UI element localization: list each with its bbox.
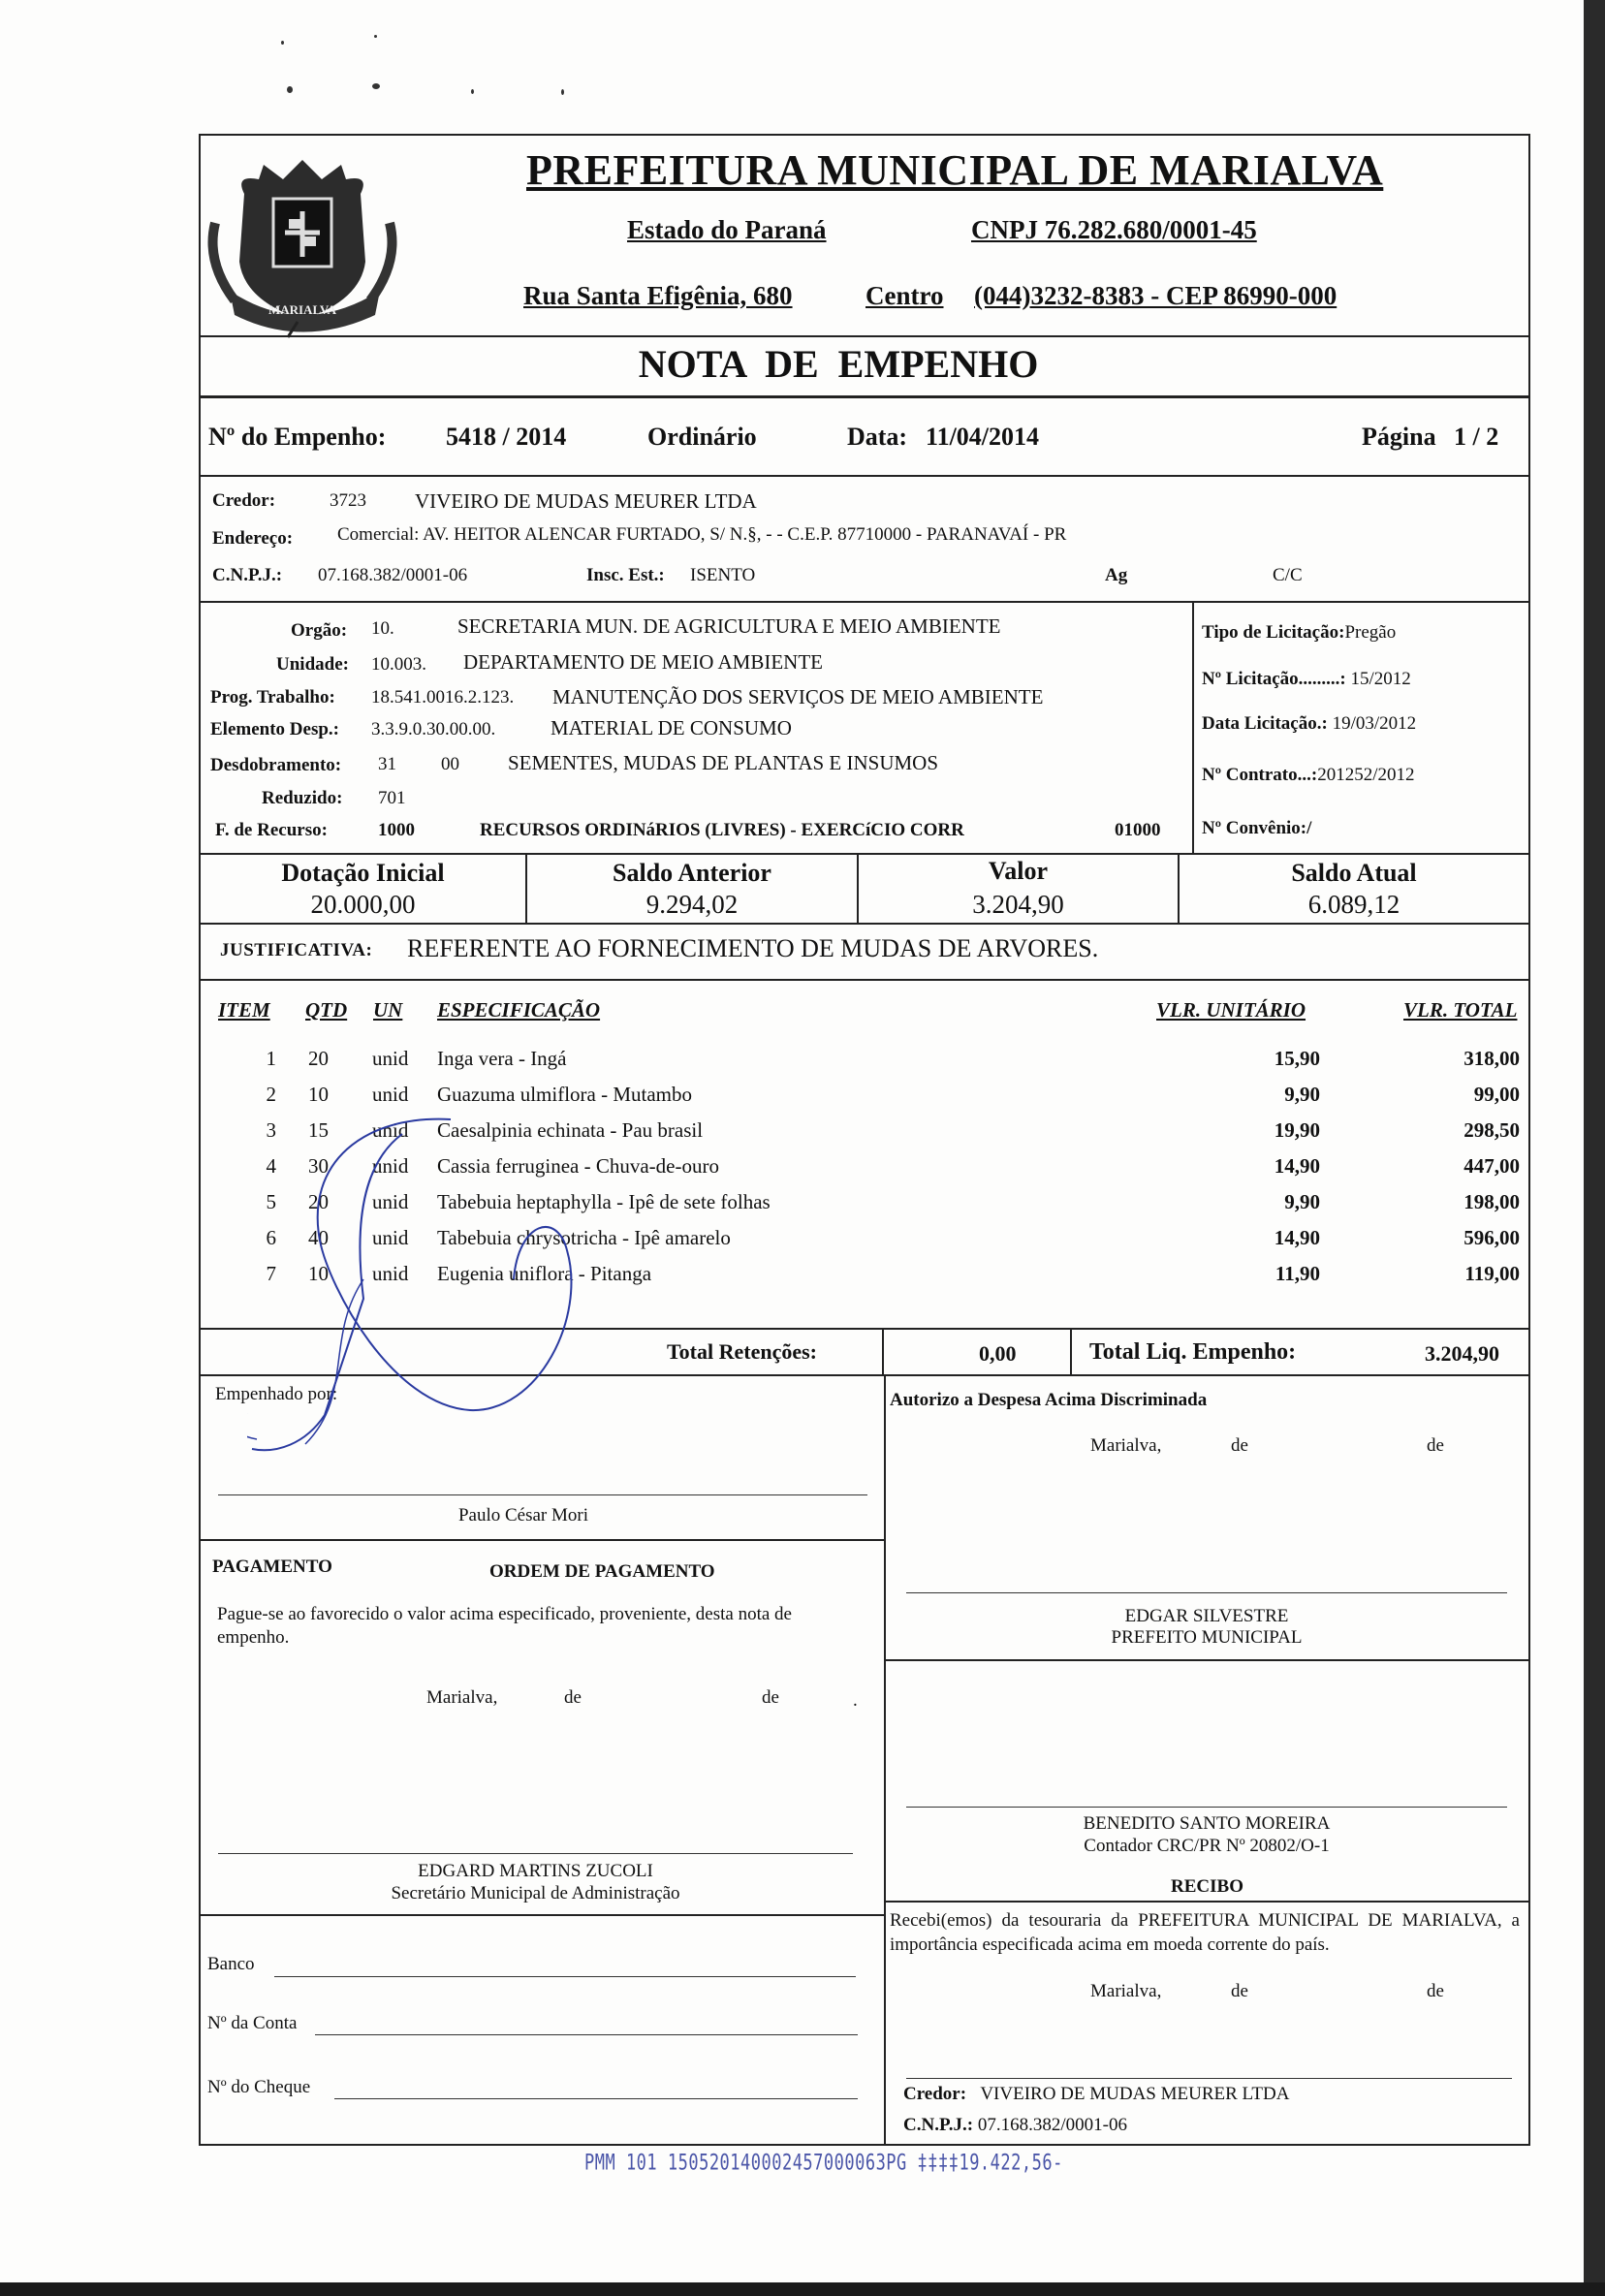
desdobramento-label: Desdobramento: [210, 755, 342, 775]
orgao-label: Orgão: [291, 620, 348, 641]
header-district: Centro [865, 281, 944, 310]
justificativa-text: REFERENTE AO FORNECIMENTO DE MUDAS DE ARVORES. [407, 934, 1099, 962]
item-item: 3 [266, 1118, 276, 1142]
item-item: 5 [266, 1190, 276, 1213]
col-unit-header: VLR. UNITÁRIO [1156, 998, 1306, 1022]
item-unit: 19,90 [1274, 1118, 1320, 1142]
item-total: 99,00 [1473, 1083, 1520, 1106]
item-item: 2 [266, 1083, 276, 1106]
prog-code: 18.541.0016.2.123. [371, 687, 515, 708]
orgao-name: SECRETARIA MUN. DE AGRICULTURA E MEIO AMBIENTE [457, 614, 1001, 638]
recibo-text: Recebi(emos) da tesouraria da PREFEITURA MUNICIPAL DE MARIALVA, a importância especificada acima em moeda corrente do país. [890, 1910, 1520, 1955]
item-unit: 9,90 [1284, 1190, 1320, 1213]
empenhado-name: Paulo César Mori [457, 1505, 589, 1525]
item-item: 6 [266, 1226, 276, 1249]
credor-address: Comercial: AV. HEITOR ALENCAR FURTADO, S/ N.§, - - C.E.P. 87710000 - PARANAVAÍ - PR [337, 524, 1067, 545]
item-unit: 14,90 [1274, 1154, 1320, 1178]
convenio-number: Nº Convênio:/ [1202, 818, 1312, 838]
scan-edge-right [1584, 0, 1605, 2296]
justificativa-label: JUSTIFICATIVA: [220, 940, 373, 960]
secretario-name: EDGARD MARTINS ZUCOLI [418, 1861, 653, 1881]
item-total: 596,00 [1463, 1226, 1520, 1249]
item-unit: 9,90 [1284, 1083, 1320, 1106]
recurso-name: RECURSOS ORDINáRIOS (LIVRES) - EXERCíCIO CORR [480, 820, 964, 840]
item-spec: Eugenia uniflora - Pitanga [437, 1262, 652, 1285]
dotacao-value: 20.000,00 [310, 890, 416, 919]
header-street: Rua Santa Efigênia, 680 [523, 281, 793, 310]
item-qtd: 20 [308, 1047, 329, 1070]
retencoes-value: 0,00 [979, 1341, 1017, 1366]
col-spec-header: ESPECIFICAÇÃO [437, 998, 601, 1022]
item-spec: Cassia ferruginea - Chuva-de-ouro [437, 1154, 719, 1178]
recibo-city: Marialva, [1090, 1981, 1162, 2001]
prog-label: Prog. Trabalho: [210, 687, 335, 708]
item-qtd: 10 [308, 1262, 329, 1285]
empenho-date-label: Data: [847, 423, 908, 451]
orgao-code: 10. [371, 618, 394, 639]
item-total: 298,50 [1463, 1118, 1520, 1142]
prefeito-name: EDGAR SILVESTRE [1124, 1606, 1289, 1626]
item-total: 198,00 [1463, 1190, 1520, 1213]
page-number: 1 / 2 [1454, 423, 1499, 451]
item-total: 318,00 [1463, 1047, 1520, 1070]
cc-label: C/C [1273, 565, 1303, 585]
credor-cnpj-label: C.N.P.J.: [212, 565, 283, 585]
contract-number: Nº Contrato...:201252/2012 [1202, 765, 1415, 785]
empenho-number: 5418 / 2014 [446, 423, 567, 451]
svg-text:MARIALVA: MARIALVA [268, 302, 337, 317]
pagamento-de-2: de [762, 1687, 779, 1708]
secretario-role: Secretário Municipal de Administração [391, 1883, 680, 1903]
unidade-code: 10.003. [371, 654, 426, 675]
address-label: Endereço: [212, 528, 294, 549]
ordem-pagamento-label: ORDEM DE PAGAMENTO [489, 1561, 715, 1582]
recurso-label: F. de Recurso: [215, 820, 328, 840]
item-unit: 14,90 [1274, 1226, 1320, 1249]
item-spec: Guazuma ulmiflora - Mutambo [437, 1083, 693, 1106]
banco-field[interactable] [274, 1976, 856, 1977]
empenho-number-label: Nº do Empenho: [208, 423, 387, 451]
pagamento-text: Pague-se ao favorecido o valor acima especificado, proveniente, desta nota de empenho. [217, 1604, 792, 1648]
item-spec: Tabebuia chrysotricha - Ipê amarelo [437, 1226, 731, 1249]
elemento-label: Elemento Desp.: [210, 719, 339, 739]
recurso-code: 1000 [378, 820, 415, 840]
recibo-credor: Credor: VIVEIRO DE MUDAS MEURER LTDA [903, 2084, 1290, 2104]
credor-code: 3723 [330, 490, 366, 511]
empenhado-label: Empenhado por: [215, 1384, 338, 1404]
state-name: Estado do Paraná [627, 215, 827, 244]
ag-label: Ag [1105, 565, 1128, 585]
item-total: 447,00 [1463, 1154, 1520, 1178]
item-spec: Inga vera - Ingá [437, 1047, 567, 1070]
elemento-name: MATERIAL DE CONSUMO [551, 716, 792, 739]
credor-name: VIVEIRO DE MUDAS MEURER LTDA [415, 489, 757, 513]
desdobramento-code-1: 31 [378, 754, 396, 774]
contador-role: Contador CRC/PR Nº 20802/O-1 [1084, 1836, 1330, 1856]
insc-label: Insc. Est.: [586, 565, 665, 585]
banco-label: Banco [207, 1954, 255, 1974]
col-qtd-header: QTD [305, 998, 348, 1022]
reduzido-value: 701 [378, 788, 406, 808]
prog-name: MANUTENÇÃO DOS SERVIÇOS DE MEIO AMBIENTE [552, 685, 1044, 708]
item-unit: 15,90 [1274, 1047, 1320, 1070]
recibo-title: RECIBO [1171, 1876, 1243, 1897]
item-un: unid [372, 1083, 409, 1106]
liq-empenho-value: 3.204,90 [1425, 1341, 1499, 1366]
municipality-title: PREFEITURA MUNICIPAL DE MARIALVA [526, 146, 1384, 194]
desdobramento-name: SEMENTES, MUDAS DE PLANTAS E INSUMOS [508, 751, 939, 774]
desdobramento-code-2: 00 [441, 754, 459, 774]
item-qtd: 15 [308, 1118, 329, 1142]
contador-name: BENEDITO SANTO MOREIRA [1083, 1813, 1331, 1834]
reduzido-label: Reduzido: [262, 788, 343, 808]
autorizo-de-1: de [1231, 1435, 1248, 1456]
item-qtd: 10 [308, 1083, 329, 1106]
document-title: NOTA DE EMPENHO [638, 342, 1039, 386]
elemento-code: 3.3.9.0.30.00.00. [371, 719, 496, 739]
item-item: 1 [266, 1047, 276, 1070]
credor-cnpj: 07.168.382/0001-06 [318, 565, 468, 585]
item-un: unid [372, 1154, 409, 1178]
autorizo-text: Autorizo a Despesa Acima Discriminada [890, 1390, 1208, 1410]
licitacao-number: Nº Licitação.........: 15/2012 [1202, 669, 1411, 689]
item-qtd: 20 [308, 1190, 329, 1213]
saldo-atual-label: Saldo Atual [1291, 859, 1417, 887]
item-unit: 11,90 [1275, 1262, 1320, 1285]
unidade-name: DEPARTAMENTO DE MEIO AMBIENTE [463, 650, 823, 674]
pagamento-de-1: de [564, 1687, 582, 1708]
saldo-anterior-value: 9.294,02 [645, 890, 739, 919]
prefeito-role: PREFEITO MUNICIPAL [1111, 1627, 1303, 1648]
cheque-label: Nº do Cheque [207, 2077, 311, 2097]
valor-label: Valor [988, 857, 1049, 885]
item-item: 4 [266, 1154, 276, 1178]
recibo-de-1: de [1231, 1981, 1248, 2001]
header-cnpj: CNPJ 76.282.680/0001-45 [971, 215, 1257, 244]
municipal-crest-icon [205, 155, 399, 339]
saldo-anterior-label: Saldo Anterior [613, 859, 771, 887]
liq-empenho-label: Total Liq. Empenho: [1089, 1339, 1297, 1365]
bank-payment-stamp: PMM 101 150520140002457000063PG ‡‡‡‡19.422,56- [584, 2151, 1063, 2176]
item-un: unid [372, 1262, 409, 1285]
unidade-label: Unidade: [276, 654, 349, 675]
insc-value: ISENTO [690, 565, 756, 585]
pagamento-label: PAGAMENTO [212, 1557, 332, 1577]
item-qtd: 30 [308, 1154, 329, 1178]
autorizo-de-2: de [1427, 1435, 1444, 1456]
item-item: 7 [266, 1262, 276, 1285]
autorizo-city: Marialva, [1090, 1435, 1162, 1456]
valor-value: 3.204,90 [972, 890, 1064, 919]
item-un: unid [372, 1226, 409, 1249]
conta-field[interactable] [315, 2034, 858, 2035]
item-qtd: 40 [308, 1226, 329, 1249]
dotacao-label: Dotação Inicial [281, 859, 445, 887]
item-un: unid [372, 1047, 409, 1070]
empenho-type: Ordinário [647, 423, 757, 451]
col-total-header: VLR. TOTAL [1403, 998, 1518, 1022]
item-spec: Tabebuia heptaphylla - Ipê de sete folhas [437, 1190, 771, 1213]
header-phone-cep: (044)3232-8383 - CEP 86990-000 [974, 281, 1338, 310]
col-item-header: ITEM [218, 998, 270, 1022]
empenho-date: 11/04/2014 [926, 423, 1040, 451]
pagamento-city: Marialva, [426, 1687, 498, 1708]
saldo-atual-value: 6.089,12 [1307, 890, 1400, 919]
item-un: unid [372, 1190, 409, 1213]
recibo-cnpj: C.N.P.J.: 07.168.382/0001-06 [903, 2115, 1127, 2135]
recibo-de-2: de [1427, 1981, 1444, 2001]
page-label: Página [1362, 423, 1436, 451]
credor-label: Credor: [212, 490, 276, 511]
col-un-header: UN [373, 998, 403, 1022]
cheque-field[interactable] [334, 2098, 858, 2099]
licitacao-date: Data Licitação.: 19/03/2012 [1202, 713, 1417, 734]
licitacao-type: Tipo de Licitação:Pregão [1202, 622, 1397, 643]
item-spec: Caesalpinia echinata - Pau brasil [437, 1118, 704, 1142]
recurso-code-2: 01000 [1115, 820, 1161, 840]
conta-label: Nº da Conta [207, 2013, 298, 2033]
retencoes-label: Total Retenções: [667, 1339, 817, 1364]
item-total: 119,00 [1464, 1262, 1520, 1285]
item-un: unid [372, 1118, 409, 1142]
scan-edge-bottom [0, 2282, 1605, 2296]
